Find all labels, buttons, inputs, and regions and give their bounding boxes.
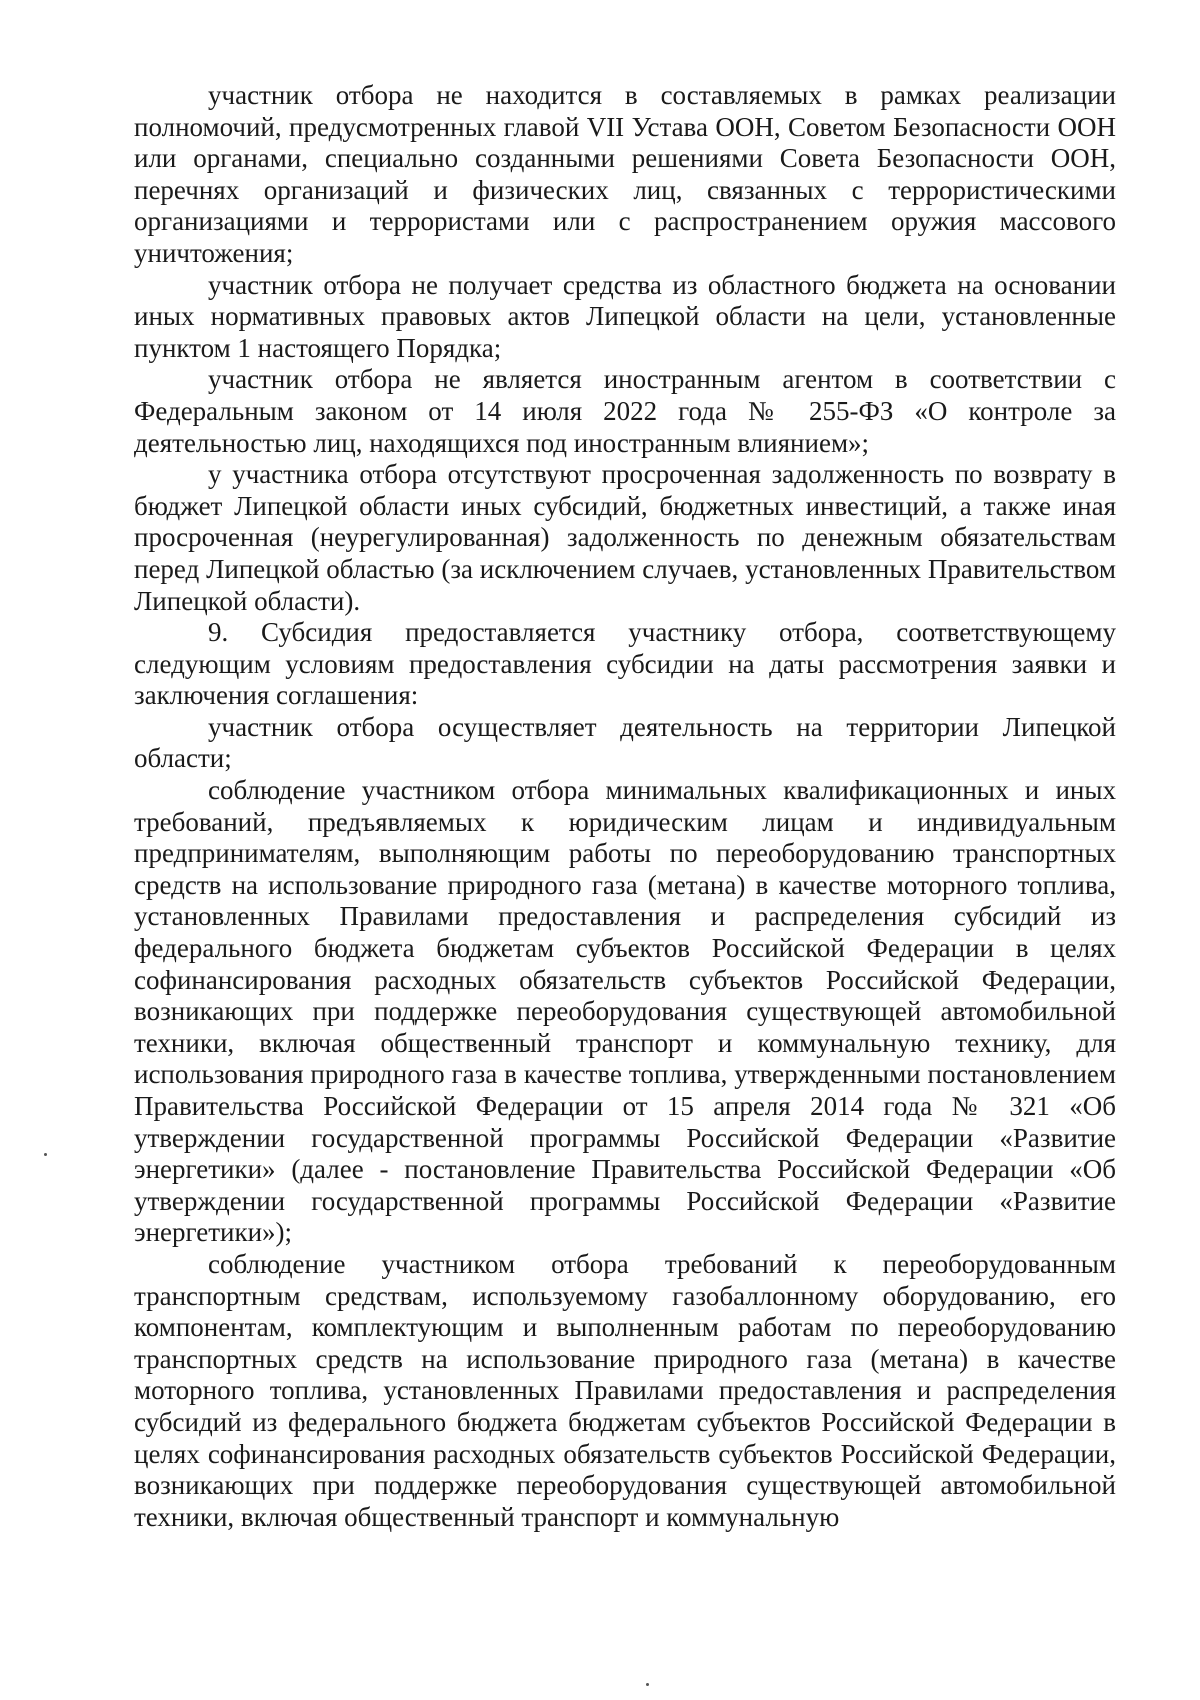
paragraph-vehicle-requirements: соблюдение участником отбора требований к переоборудованным транспортным средствам, используемому газобаллонному оборудованию, его компонентам, комплектующим и выполненным работам по переоборудованию транспортных средств на использование природного газа (метана) в качестве моторного топлива, установленных Правилами предоставления и распределения субсидий из федерального бюджета бюджетам субъектов Российской Федерации в целях софинансирования расходных обязательств субъектов Российской Федерации, возникающих при поддержке переоборудования существующей автомобильной техники, включая общественный транспорт и коммунальную xyxy=(134,1248,1116,1532)
document-body xyxy=(134,80,1116,1533)
paragraph-no-overdue-debt: у участника отбора отсутствуют просроченная задолженность по возврату в бюджет Липецкой области иных субсидий, бюджетных инвестиций, а также иная просроченная (неурегулированная) задолженность по денежным обязательствам перед Липецкой областью (за исключением случаев, установленных Правительством Липецкой области). xyxy=(134,459,1116,616)
scan-speck xyxy=(44,1153,47,1156)
paragraph-un-sanctions-list: участник отбора не находится в составляемых в рамках реализации полномочий, предусмотренных главой VII Устава ООН, Советом Безопасности ООН или органами, специально созданными решениями Совета Безопасности ООН, перечнях организаций и физических лиц, связанных с террористическими организациями и террористами или с распространением оружия массового уничтожения; xyxy=(134,80,1116,268)
paragraph-not-foreign-agent: участник отбора не является иностранным агентом в соответствии с Федеральным законом от 14 июля 2022 года № 255-ФЗ «О контроле за деятельностью лиц, находящихся под иностранным влиянием»; xyxy=(134,364,1116,458)
paragraph-item-9: 9. Субсидия предоставляется участнику отбора, соответствующему следующим условиям предоставления субсидии на даты рассмотрения заявки и заключения соглашения: xyxy=(134,617,1116,711)
paragraph-lipetsk-territory: участник отбора осуществляет деятельность на территории Липецкой области; xyxy=(134,711,1116,774)
paragraph-qualification-requirements: соблюдение участником отбора минимальных квалификационных и иных требований, предъявляемых к юридическим лицам и индивидуальным предпринимателям, выполняющим работы по переоборудованию транспортных средств на использование природного газа (метана) в качестве моторного топлива, установленных Правилами предоставления и распределения субсидий из федерального бюджета бюджетам субъектов Российской Федерации в целях софинансирования расходных обязательств субъектов Российской Федерации, возникающих при поддержке переоборудования существующей автомобильной техники, включая общественный транспорт и коммунальную технику, для использования природного газа в качестве топлива, утвержденными постановлением Правительства Российской Федерации от 15 апреля 2014 года № 321 «Об утверждении государственной программы Российской Федерации «Развитие энергетики» (далее - постановление Правительства Российской Федерации «Об утверждении государственной программы Российской Федерации «Развитие энергетики»); xyxy=(134,775,1116,1248)
scan-speck xyxy=(646,1683,649,1686)
paragraph-no-regional-funds: участник отбора не получает средства из областного бюджета на основании иных нормативных правовых актов Липецкой области на цели, установленные пунктом 1 настоящего Порядка; xyxy=(134,269,1116,363)
